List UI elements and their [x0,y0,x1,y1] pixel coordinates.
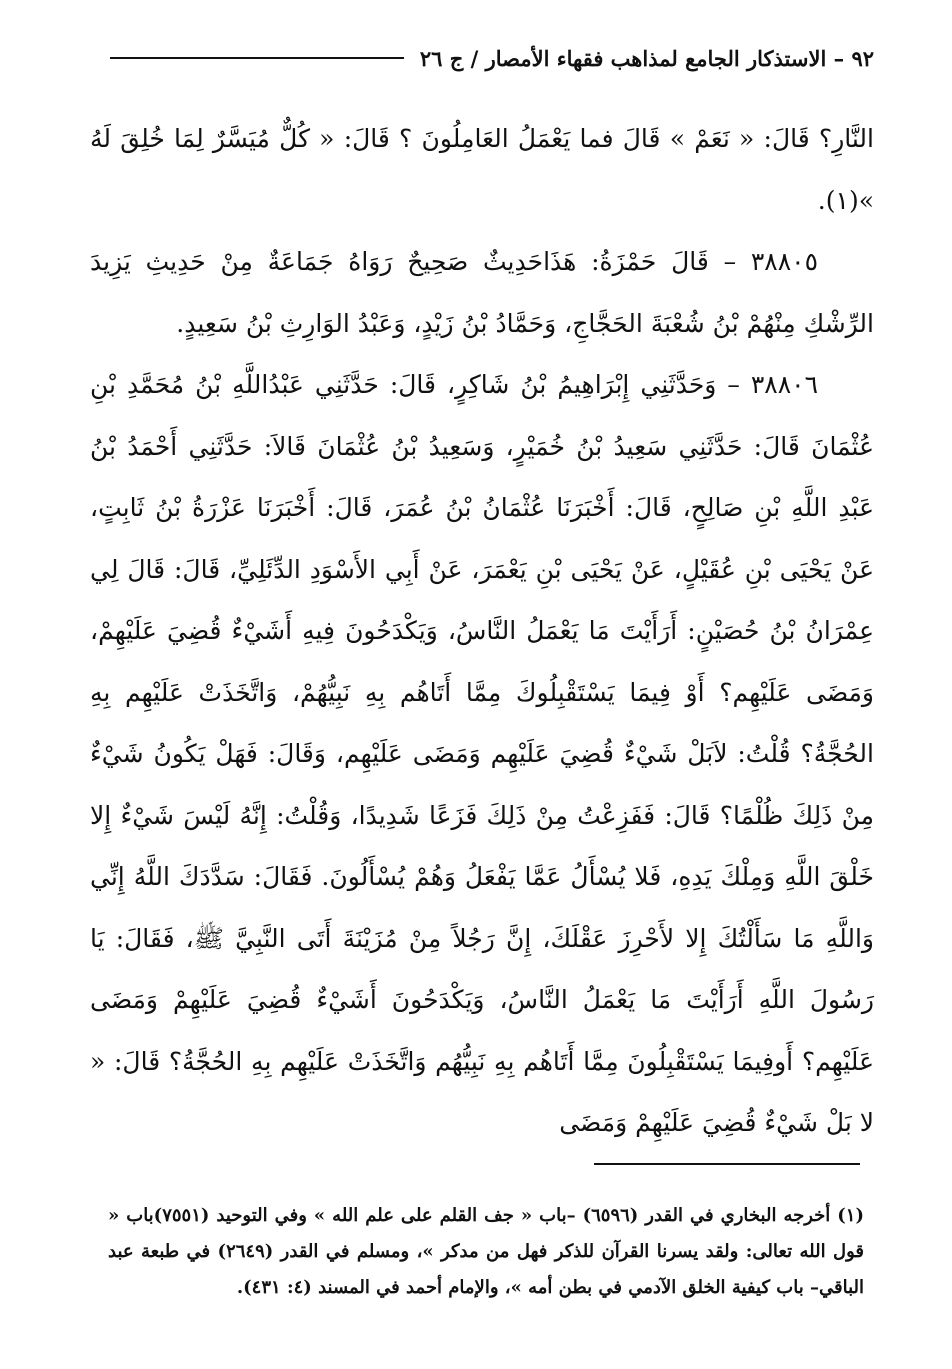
paragraph-38806: ٣٨٨٠٦ – وَحَدَّثَنِي إِبْرَاهِيمُ بْنُ شَاكِرٍ، قَالَ: حَدَّثَنِي عَبْدُاللَّهِ بْنُ مُحَمَّدِ بْنِ عُثْمَانَ قَالَ: حَدَّثَنِي سَعِيدُ بْنُ خُمَيْرٍ، وَسَعِيدُ بْنُ عُثْمَانَ قَالاَ: حَدَّثَنِي أَحْمَدُ بْنُ عَبْدِ اللَّهِ بْنِ صَالِحٍ، قَالَ: أَخْبَرَنَا عُثْمَانُ بْنُ عُمَرَ، قَالَ: أَخْبَرَنَا عَزْرَةُ بْنُ ثَابِتٍ، عَنْ يَحْيَى بْنِ عُقَيْلٍ، عَنْ يَحْيَى بْنِ يَعْمَرَ، عَنْ أَبِي الأَسْوَدِ الدِّئَلِيِّ، قَالَ: قَالَ لِي عِمْرَانُ بْنُ حُصَيْنٍ: أَرَأَيْتَ مَا يَعْمَلُ النَّاسُ، وَيَكْدَحُونَ فِيهِ أَشَيْءٌ قُضِيَ عَلَيْهِمْ، وَمَضَى عَلَيْهِم؟ أَوْ فِيمَا يَسْتَقْبِلُوكَ مِمَّا أَتَاهُم بِهِ نَبِيُّهُمْ، وَاتَّخَذَتْ عَلَيْهِم بِهِ الحُجَّةُ؟ قُلْتُ: لاَبَلْ شَيْءٌ قُضِيَ عَلَيْهِم وَمَضَى عَلَيْهِم، وَقَالَ: فَهَلْ يَكُونُ شَيْءٌ مِنْ ذَلِكَ ظُلْمًا؟ قَالَ: فَفَزِعْتُ مِنْ ذَلِكَ فَزَعًا شَدِيدًا، وَقُلْتُ: إِنَّهُ لَيْسَ شَيْءٌ إِلا خَلْقَ اللَّهِ وَمِلْكَ يَدِهِ، فَلا يُسْأَلُ عَمَّا يَفْعَلُ وَهُمْ يُسْأَلُونَ. فَقَالَ: سَدَّدَكَ اللَّهُ إِنِّي وَاللَّهِ مَا سَأَلْتُكَ إِلا لأَحْرِزَ عَقْلَكَ، إِنَّ رَجُلاً مِنْ مُزَيْنَةَ أَتَى النَّبِيَّ ﷺ، فَقَالَ: يَا رَسُولَ اللَّهِ أَرَأَيْتَ مَا يَعْمَلُ النَّاسُ، وَيَكْدَحُونَ أَشَيْءٌ قُضِيَ عَلَيْهِمْ وَمَضَى عَلَيْهِم؟ أَوفِيمَا يَسْتَقْبِلُونَ مِمَّا أَتَاهُم بِهِ نَبِيُّهُم وَاتَّخَذَتْ عَلَيْهِم بِهِ الحُجَّةُ؟ قَالَ: « لا بَلْ شَيْءٌ قُضِيَ عَلَيْهِمْ وَمَضَى [90,370,874,1137]
running-title: ٩٢ – الاستذكار الجامع لمذاهب فقهاء الأمصار / ج ٢٦ [419,45,874,71]
footnotes [108,1198,864,1306]
header-rule [110,57,404,59]
paragraph-continuation: النَّارِ؟ قَالَ: « نَعَمْ » قَالَ فما يَعْمَلُ العَامِلُونَ ؟ قَالَ: « كُلٌّ مُيَسَّرٌ لِمَا خُلِقَ لَهُ »(١). [90,124,874,215]
footnote-separator [594,1163,860,1165]
paragraph-38805: ٣٨٨٠٥ – قَالَ حَمْزَةُ: هَذَاحَدِيثٌ صَحِيحٌ رَوَاهُ جَمَاعَةٌ مِنْ حَدِيثِ يَزِيدَ الرِّشْكِ مِنْهُمْ بْنُ شُعْبَةَ الحَجَّاجِ، وَحَمَّادُ بْنُ زَيْدٍ، وَعَبْدُ الوَارِثِ بْنُ سَعِيدٍ. [90,247,874,338]
main-text [90,108,874,1154]
footnote-1: (١) أخرجه البخاري في القدر (٦٥٩٦) –باب « جف القلم على علم الله » وفي التوحيد (٧٥٥١)باب « قول الله تعالى: ولقد يسرنا القرآن للذكر فهل من مدكر »، ومسلم في القدر (٢٦٤٩) في طبعة عبد الباقي– باب كيفية الخلق الآدمي في بطن أمه »، والإمام أحمد في المسند (٤: ٤٣١). [108,1205,864,1298]
running-header [110,40,874,76]
